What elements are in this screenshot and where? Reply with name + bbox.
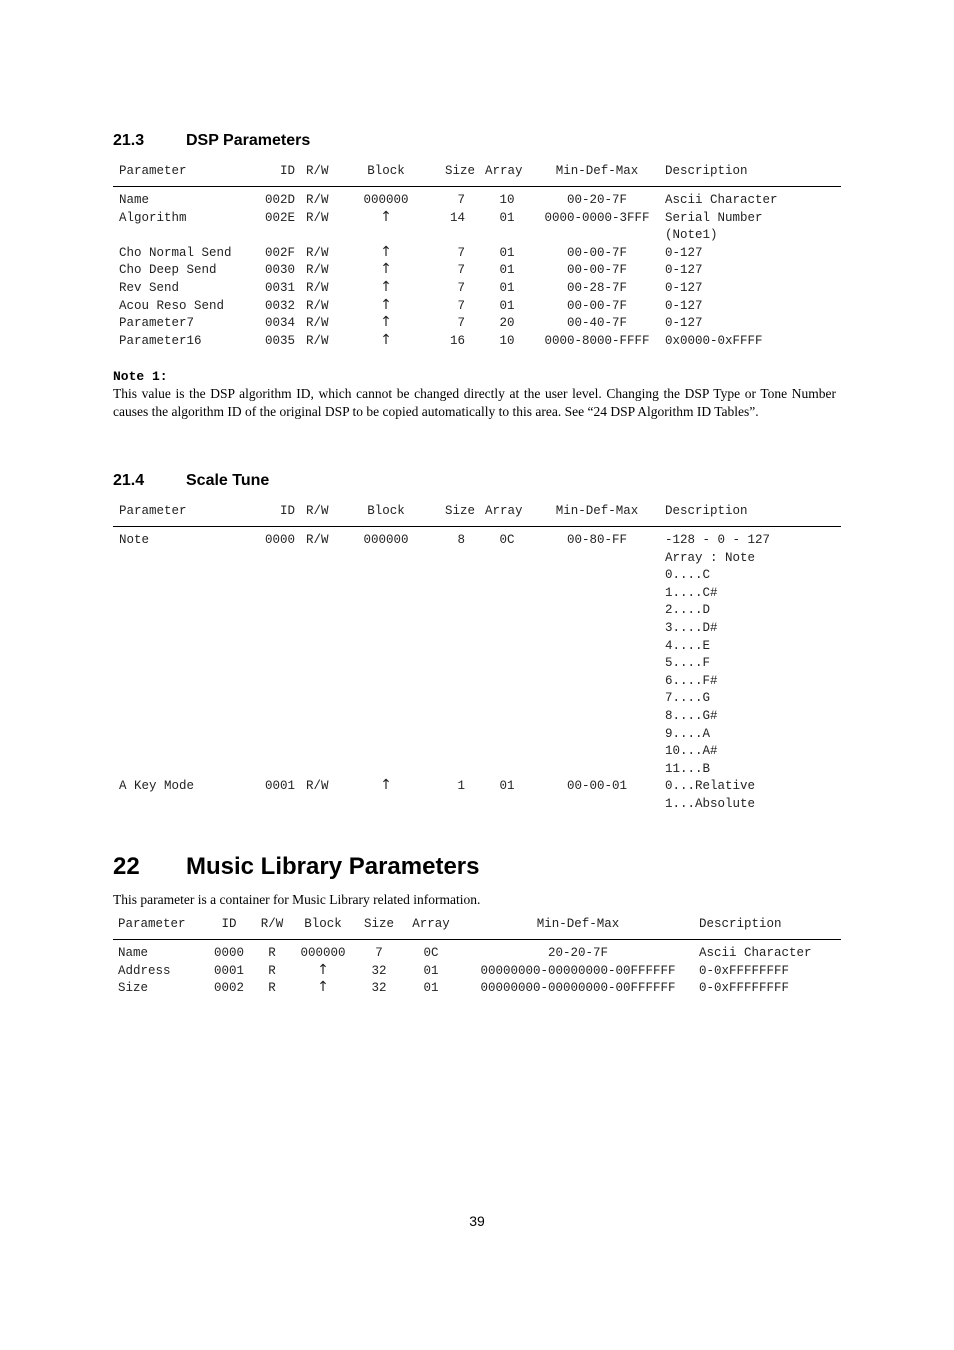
column-header: Description: [699, 917, 782, 931]
cell-id: 0031: [264, 280, 295, 295]
cell-param: Address: [118, 963, 171, 978]
cell-mdm: 20-20-7F: [547, 946, 608, 960]
cell-array: 01: [499, 779, 515, 794]
cell-size: 8: [457, 533, 465, 547]
up-arrow-icon: ↑: [380, 314, 392, 331]
cell-array: 0C: [423, 946, 439, 960]
cell-rw: R: [268, 946, 276, 960]
cell-array: 01: [499, 210, 515, 225]
cell-size: 7: [457, 280, 465, 295]
column-header: Parameter: [119, 504, 187, 518]
column-header: R/W: [260, 917, 284, 931]
up-arrow-icon: ↑: [380, 243, 392, 260]
table-body: [113, 187, 841, 349]
column-header: Min-Def-Max: [536, 917, 620, 931]
table-body: [113, 940, 841, 997]
cell-rw: R/W: [306, 779, 329, 794]
table-row: [113, 707, 841, 725]
table-row: [113, 209, 841, 227]
cell-size: 7: [457, 316, 465, 331]
cell-id: 0030: [264, 263, 295, 278]
cell-desc: Ascii Character: [665, 193, 778, 207]
cell-param: Note: [119, 533, 150, 547]
cell-size: 14: [449, 210, 465, 225]
cell-id: 0000: [264, 533, 295, 547]
table-row: [113, 531, 841, 549]
cell-id: 0035: [264, 333, 295, 348]
column-header: Description: [665, 164, 748, 178]
section-title: Scale Tune: [186, 472, 270, 489]
cell-desc: 0....C: [665, 568, 711, 583]
cell-size: 7: [457, 298, 465, 313]
cell-id: 0000: [213, 946, 244, 960]
cell-size: 16: [449, 333, 465, 348]
cell-array: 01: [499, 280, 515, 295]
column-header: Min-Def-Max: [555, 164, 639, 178]
up-arrow-icon: ↑: [317, 961, 329, 978]
cell-array: 01: [423, 963, 439, 978]
cell-array: 10: [499, 333, 515, 348]
cell-desc: 1...Absolute: [665, 796, 756, 811]
cell-array: 0C: [499, 533, 515, 547]
table-header: [113, 502, 841, 527]
cell-desc: 8....G#: [665, 708, 718, 723]
cell-array: 01: [499, 298, 515, 313]
cell-desc: Serial Number: [665, 210, 763, 225]
cell-param: Rev Send: [119, 280, 180, 295]
cell-rw: R/W: [306, 193, 329, 207]
column-header: Size: [444, 164, 475, 178]
table-row: [113, 742, 841, 760]
cell-desc: 0x0000-0xFFFF: [665, 333, 763, 348]
section-heading-scale-tune: [113, 472, 269, 490]
cell-mdm: 00-00-7F: [566, 298, 627, 313]
cell-rw: R: [268, 963, 276, 978]
cell-param: Cho Deep Send: [119, 263, 217, 278]
cell-desc: 3....D#: [665, 620, 718, 635]
cell-mdm: 00000000-00000000-00FFFFFF: [480, 963, 676, 978]
cell-rw: R/W: [306, 263, 329, 278]
cell-param: Size: [118, 981, 149, 996]
cell-param: Name: [118, 946, 149, 960]
column-header: Array: [412, 917, 450, 931]
note-label: Note 1:: [113, 369, 168, 384]
cell-param: A Key Mode: [119, 779, 195, 794]
cell-id: 0032: [264, 298, 295, 313]
cell-desc: 2....D: [665, 603, 711, 618]
table-row: [113, 637, 841, 655]
cell-block: 000000: [363, 533, 409, 547]
intro-paragraph: This parameter is a container for Music Library related information.: [113, 892, 481, 907]
cell-array: 10: [499, 193, 515, 207]
cell-array: 01: [499, 245, 515, 260]
table-row: [113, 795, 841, 813]
cell-rw: R/W: [306, 316, 329, 331]
column-header: Size: [363, 917, 394, 931]
section-number: 21.4: [113, 472, 145, 489]
cell-desc: 10...A#: [665, 744, 718, 759]
up-arrow-icon: ↑: [380, 777, 392, 794]
column-header: Array: [485, 504, 523, 518]
cell-rw: R/W: [306, 245, 329, 260]
table-row: [113, 297, 841, 315]
column-header: ID: [279, 504, 295, 518]
cell-desc: 4....E: [665, 638, 711, 653]
column-header: Parameter: [118, 917, 186, 931]
cell-param: Cho Normal Send: [119, 245, 232, 260]
cell-desc: 0-0xFFFFFFFF: [699, 963, 790, 978]
cell-mdm: 00-40-7F: [566, 316, 627, 331]
table-row: [113, 314, 841, 332]
table-row: [113, 654, 841, 672]
chapter-title: Music Library Parameters: [186, 853, 480, 880]
cell-desc: -128 - 0 - 127: [665, 533, 771, 547]
column-header: Min-Def-Max: [555, 504, 639, 518]
column-header: Block: [304, 917, 342, 931]
cell-mdm: 00-80-FF: [566, 533, 627, 547]
table-row: [113, 566, 841, 584]
cell-param: Algorithm: [119, 210, 187, 225]
cell-size: 7: [457, 263, 465, 278]
cell-desc: 0-127: [665, 280, 703, 295]
cell-id: 0001: [213, 963, 244, 978]
cell-id: 002E: [264, 210, 295, 225]
cell-desc: 7....G: [665, 691, 711, 706]
cell-array: 20: [499, 316, 515, 331]
cell-size: 32: [371, 981, 387, 996]
page-number: 39: [469, 1213, 485, 1229]
column-header: R/W: [306, 504, 329, 518]
cell-mdm: 0000-0000-3FFF: [544, 210, 650, 225]
cell-desc: 0-127: [665, 316, 703, 331]
cell-size: 7: [457, 245, 465, 260]
cell-id: 0002: [213, 981, 244, 996]
cell-mdm: 00000000-00000000-00FFFFFF: [480, 981, 676, 996]
table-row: [113, 944, 841, 962]
up-arrow-icon: ↑: [380, 296, 392, 313]
cell-rw: R/W: [306, 333, 329, 348]
up-arrow-icon: ↑: [380, 261, 392, 278]
cell-rw: R/W: [306, 533, 329, 547]
table-row: [113, 962, 841, 980]
cell-array: 01: [499, 263, 515, 278]
cell-id: 002D: [264, 193, 295, 207]
note-body: This value is the DSP algorithm ID, which cannot be changed directly at the user level. Changing the DSP Type or Tone Number causes the algorithm ID of the original DSP to be copied automatically to this area. See “24 DSP Algorithm ID Tables”.: [113, 386, 836, 419]
table-body: [113, 527, 841, 813]
cell-rw: R/W: [306, 210, 329, 225]
cell-desc: 6....F#: [665, 673, 718, 688]
table-row: [113, 619, 841, 637]
table-row: [113, 689, 841, 707]
table-row: [113, 777, 841, 795]
cell-block: 000000: [300, 946, 346, 960]
section-heading-dsp-parameters: [113, 132, 310, 150]
cell-mdm: 0000-8000-FFFF: [544, 333, 650, 348]
table-row: [113, 549, 841, 567]
table-header: [113, 915, 841, 940]
cell-id: 002F: [264, 245, 295, 260]
table-row: [113, 760, 841, 778]
column-header: ID: [279, 164, 295, 178]
cell-desc: Ascii Character: [699, 946, 812, 960]
scale-tune-table: [113, 502, 841, 813]
cell-desc: 1....C#: [665, 585, 718, 600]
up-arrow-icon: ↑: [317, 979, 329, 996]
cell-desc: (Note1): [665, 228, 718, 243]
cell-desc: Array : Note: [665, 550, 756, 565]
column-header: Parameter: [119, 164, 187, 178]
cell-mdm: 00-28-7F: [566, 280, 627, 295]
cell-size: 32: [371, 963, 387, 978]
table-row: [113, 672, 841, 690]
table-row: [113, 332, 841, 350]
cell-id: 0034: [264, 316, 295, 331]
chapter-number: 22: [113, 853, 140, 880]
cell-mdm: 00-00-7F: [566, 245, 627, 260]
table-row: [113, 725, 841, 743]
column-header: R/W: [306, 164, 329, 178]
up-arrow-icon: ↑: [380, 208, 392, 225]
table-row: [113, 226, 841, 244]
cell-desc: 9....A: [665, 726, 711, 741]
cell-desc: 0-127: [665, 245, 703, 260]
cell-desc: 0-127: [665, 263, 703, 278]
table-row: [113, 979, 841, 997]
table-row: [113, 584, 841, 602]
music-library-table: [113, 915, 841, 997]
section-title: DSP Parameters: [186, 132, 311, 149]
cell-desc: 0...Relative: [665, 779, 756, 794]
cell-size: 1: [457, 779, 465, 794]
cell-mdm: 00-20-7F: [566, 193, 627, 207]
cell-block: 000000: [363, 193, 409, 207]
cell-array: 01: [423, 981, 439, 996]
table-row: [113, 279, 841, 297]
table-header: [113, 162, 841, 187]
column-header: Description: [665, 504, 748, 518]
column-header: Block: [367, 164, 405, 178]
table-row: [113, 244, 841, 262]
cell-desc: 0-127: [665, 298, 703, 313]
cell-id: 0001: [264, 779, 295, 794]
cell-param: Name: [119, 193, 150, 207]
up-arrow-icon: ↑: [380, 331, 392, 348]
column-header: Array: [485, 164, 523, 178]
cell-desc: 11...B: [665, 761, 711, 776]
column-header: Block: [367, 504, 405, 518]
chapter-heading-music-library: [113, 853, 479, 881]
cell-desc: 0-0xFFFFFFFF: [699, 981, 790, 996]
table-row: [113, 261, 841, 279]
cell-size: 7: [375, 946, 383, 960]
cell-desc: 5....F: [665, 656, 711, 671]
cell-param: Acou Reso Send: [119, 298, 225, 313]
column-header: Size: [444, 504, 475, 518]
cell-mdm: 00-00-01: [566, 779, 627, 794]
cell-rw: R/W: [306, 280, 329, 295]
cell-rw: R: [268, 981, 276, 996]
column-header: ID: [221, 917, 237, 931]
cell-param: Parameter7: [119, 316, 195, 331]
cell-rw: R/W: [306, 298, 329, 313]
cell-size: 7: [457, 193, 465, 207]
section-number: 21.3: [113, 132, 145, 149]
cell-param: Parameter16: [119, 333, 202, 348]
up-arrow-icon: ↑: [380, 278, 392, 295]
table-row: [113, 601, 841, 619]
dsp-parameters-table: [113, 162, 841, 349]
table-row: [113, 191, 841, 209]
cell-mdm: 00-00-7F: [566, 263, 627, 278]
